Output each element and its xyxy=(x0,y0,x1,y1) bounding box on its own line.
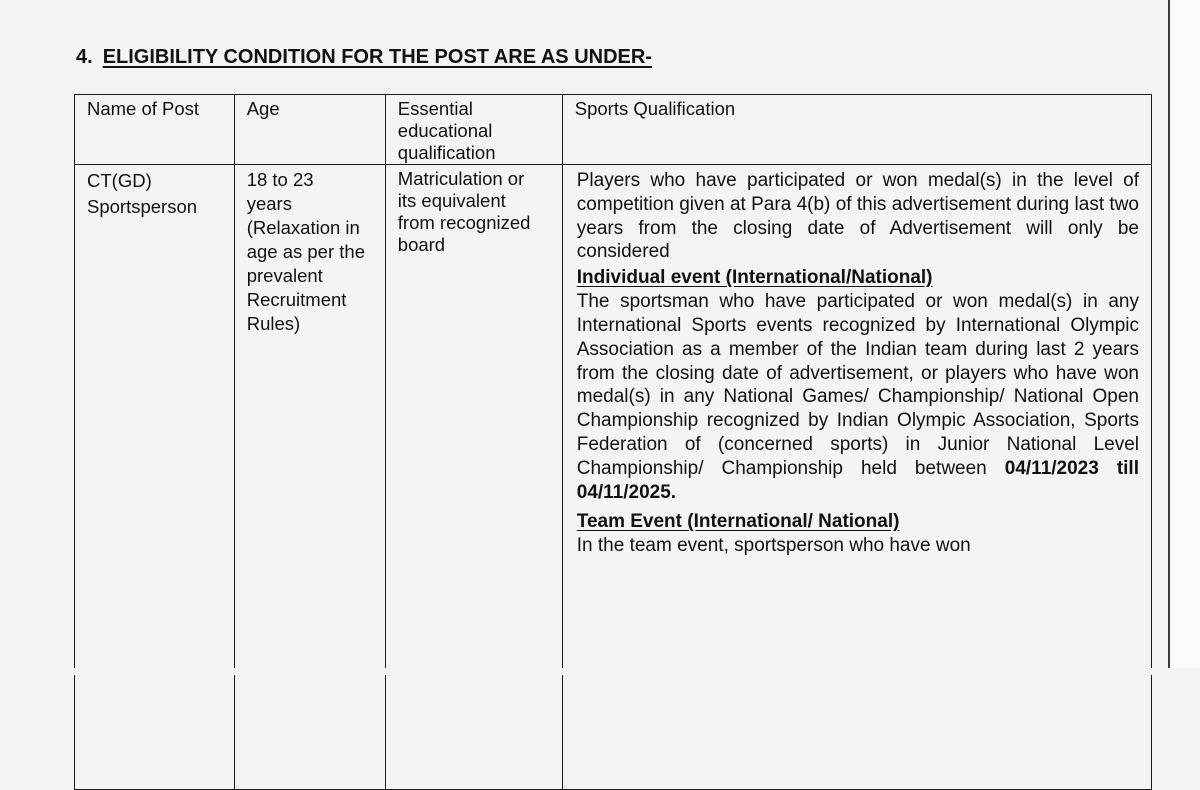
header-age: Age xyxy=(234,95,385,165)
cell-age xyxy=(234,165,385,790)
education-qualification: Matriculation or its equivalent from recognized board xyxy=(397,168,531,255)
post-name-line1: CT(GD) xyxy=(87,170,152,191)
individual-event-body: The sportsman who have participated or won medal(s) in any International Sports events recognized by International Olympic Association as a member of the Indian team during last 2 years from the closing date of advertisement, or players who have won medal(s) in any National Games/ Championship/ National Open Championship recognized by Indian Olympic Association, Sports Federation of (concerned sports) in Junior National Level Championship/ Championship held between xyxy=(576,291,1139,479)
cell-education xyxy=(385,165,562,790)
table-header-row xyxy=(75,95,1152,165)
cell-sports xyxy=(562,165,1151,790)
header-education: Essential educational qualification xyxy=(385,95,562,165)
post-name-line2: Sportsperson xyxy=(87,196,198,217)
header-post: Name of Post xyxy=(75,95,235,165)
age-range: 18 to 23 years xyxy=(246,169,314,214)
individual-event-heading: Individual event (International/National) xyxy=(576,267,933,289)
page-bottom-crop xyxy=(0,668,1200,675)
section-heading xyxy=(76,46,652,69)
age-relaxation: (Relaxation in age as per the prevalent Recruitment Rules) xyxy=(246,217,365,334)
sports-intro: Players who have participated or won medal(s) in the level of competition given at Para 4(b) of this advertisement during last two years from the closing date of Advertisement will only be considered xyxy=(576,170,1139,263)
eligibility-table xyxy=(74,94,1152,790)
individual-event-text xyxy=(577,290,1139,504)
team-event-heading: Team Event (International/ National) xyxy=(576,511,900,533)
adjacent-page xyxy=(1170,0,1200,675)
section-title: ELIGIBILITY CONDITION FOR THE POST ARE AS UNDER- xyxy=(102,46,652,68)
table-row xyxy=(75,165,1152,790)
header-sports: Sports Qualification xyxy=(562,95,1151,165)
section-number: 4. xyxy=(76,46,93,68)
team-event-text: In the team event, sportsperson who have won xyxy=(576,535,971,557)
date-range: 04/11/2023 till 04/11/2025. xyxy=(576,457,1139,503)
page-edge-divider xyxy=(1168,0,1170,675)
cell-post xyxy=(75,165,235,790)
